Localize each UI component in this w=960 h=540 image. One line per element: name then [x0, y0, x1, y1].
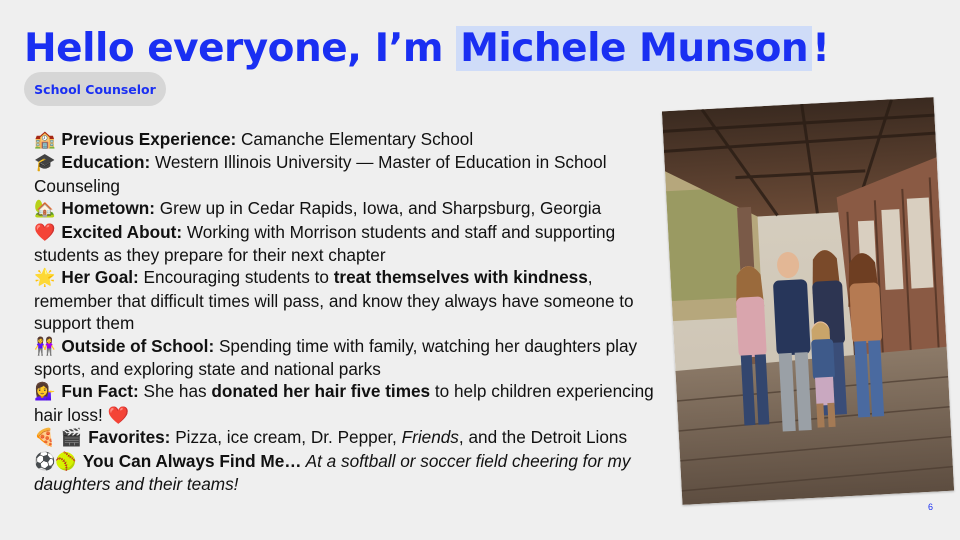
- list-item-excited-about: [34, 221, 659, 267]
- covered-bridge-family-image: [662, 97, 954, 505]
- item-label: You Can Always Find Me…: [82, 450, 302, 471]
- title-name-highlight: Michele Munson: [456, 26, 812, 71]
- role-badge-label: School Counselor: [34, 81, 156, 97]
- page-number: 6: [928, 502, 934, 512]
- graduation-cap-icon: 🎓: [34, 153, 56, 174]
- item-text-continued: to help children experiencing hair loss!: [34, 381, 654, 425]
- title-exclamation: !: [812, 26, 830, 71]
- item-label: Education:: [61, 152, 151, 173]
- list-item-previous-experience: [34, 128, 659, 151]
- item-text: Working with Morrison students and staff and supporting students as they prepare for their next chapter: [34, 221, 616, 266]
- item-text: Camanche Elementary School: [236, 129, 474, 149]
- item-text-continued: , remember that difficult times will pass, and know they always have someone to support them: [34, 267, 634, 334]
- list-item-her-goal: [34, 266, 659, 334]
- role-badge: [24, 72, 166, 106]
- star-icon: 🌟: [34, 268, 56, 289]
- item-label: Hometown:: [61, 198, 155, 219]
- item-label: Fun Fact:: [61, 381, 139, 402]
- item-bold-text: treat themselves with kindness: [333, 267, 588, 288]
- list-item-fun-fact: [34, 380, 659, 426]
- profile-list: [34, 128, 659, 496]
- item-label: Outside of School:: [61, 335, 215, 356]
- item-label: Previous Experience:: [61, 129, 237, 149]
- item-text: Grew up in Cedar Rapids, Iowa, and Sharpsburg, Georgia: [154, 198, 602, 219]
- item-text: Western Illinois University — Master of Education in School Counseling: [34, 152, 607, 196]
- item-label: Excited About:: [61, 221, 183, 242]
- list-item-find-me: [34, 450, 659, 496]
- pizza-clapperboard-icon: 🍕 🎬: [34, 428, 83, 449]
- item-italic-text: At a softball or soccer field cheering for my daughters and their teams!: [34, 450, 631, 495]
- item-bold-text: donated her hair five times: [211, 381, 431, 402]
- item-text: Pizza, ice cream, Dr. Pepper,: [170, 427, 402, 448]
- soccer-softball-icon: ⚽🥎: [34, 451, 77, 472]
- person-tipping-hand-icon: 💁‍♀️: [34, 382, 56, 403]
- list-item-outside-of-school: [34, 335, 659, 381]
- item-italic-text: Friends: [401, 427, 459, 448]
- house-icon: 🏡: [34, 199, 56, 220]
- family-photo: [662, 97, 954, 505]
- school-icon: 🏫: [34, 130, 56, 150]
- item-label: Favorites:: [88, 427, 171, 448]
- item-text-continued: , and the Detroit Lions: [458, 427, 628, 448]
- heart-icon: ❤️: [34, 222, 56, 243]
- family-icon: 👭: [34, 336, 56, 357]
- item-text: Encouraging students to: [138, 267, 334, 288]
- title-greeting: Hello everyone, I’m: [24, 26, 457, 71]
- item-text: She has: [138, 381, 212, 402]
- heart-icon: ❤️: [107, 404, 129, 425]
- list-item-hometown: [34, 197, 659, 220]
- list-item-favorites: [34, 426, 659, 449]
- item-label: Her Goal:: [61, 267, 139, 288]
- item-text: Spending time with family, watching her daughters play sports, and exploring state and national parks: [34, 335, 638, 380]
- page-title: [24, 18, 829, 80]
- list-item-education: [34, 151, 659, 197]
